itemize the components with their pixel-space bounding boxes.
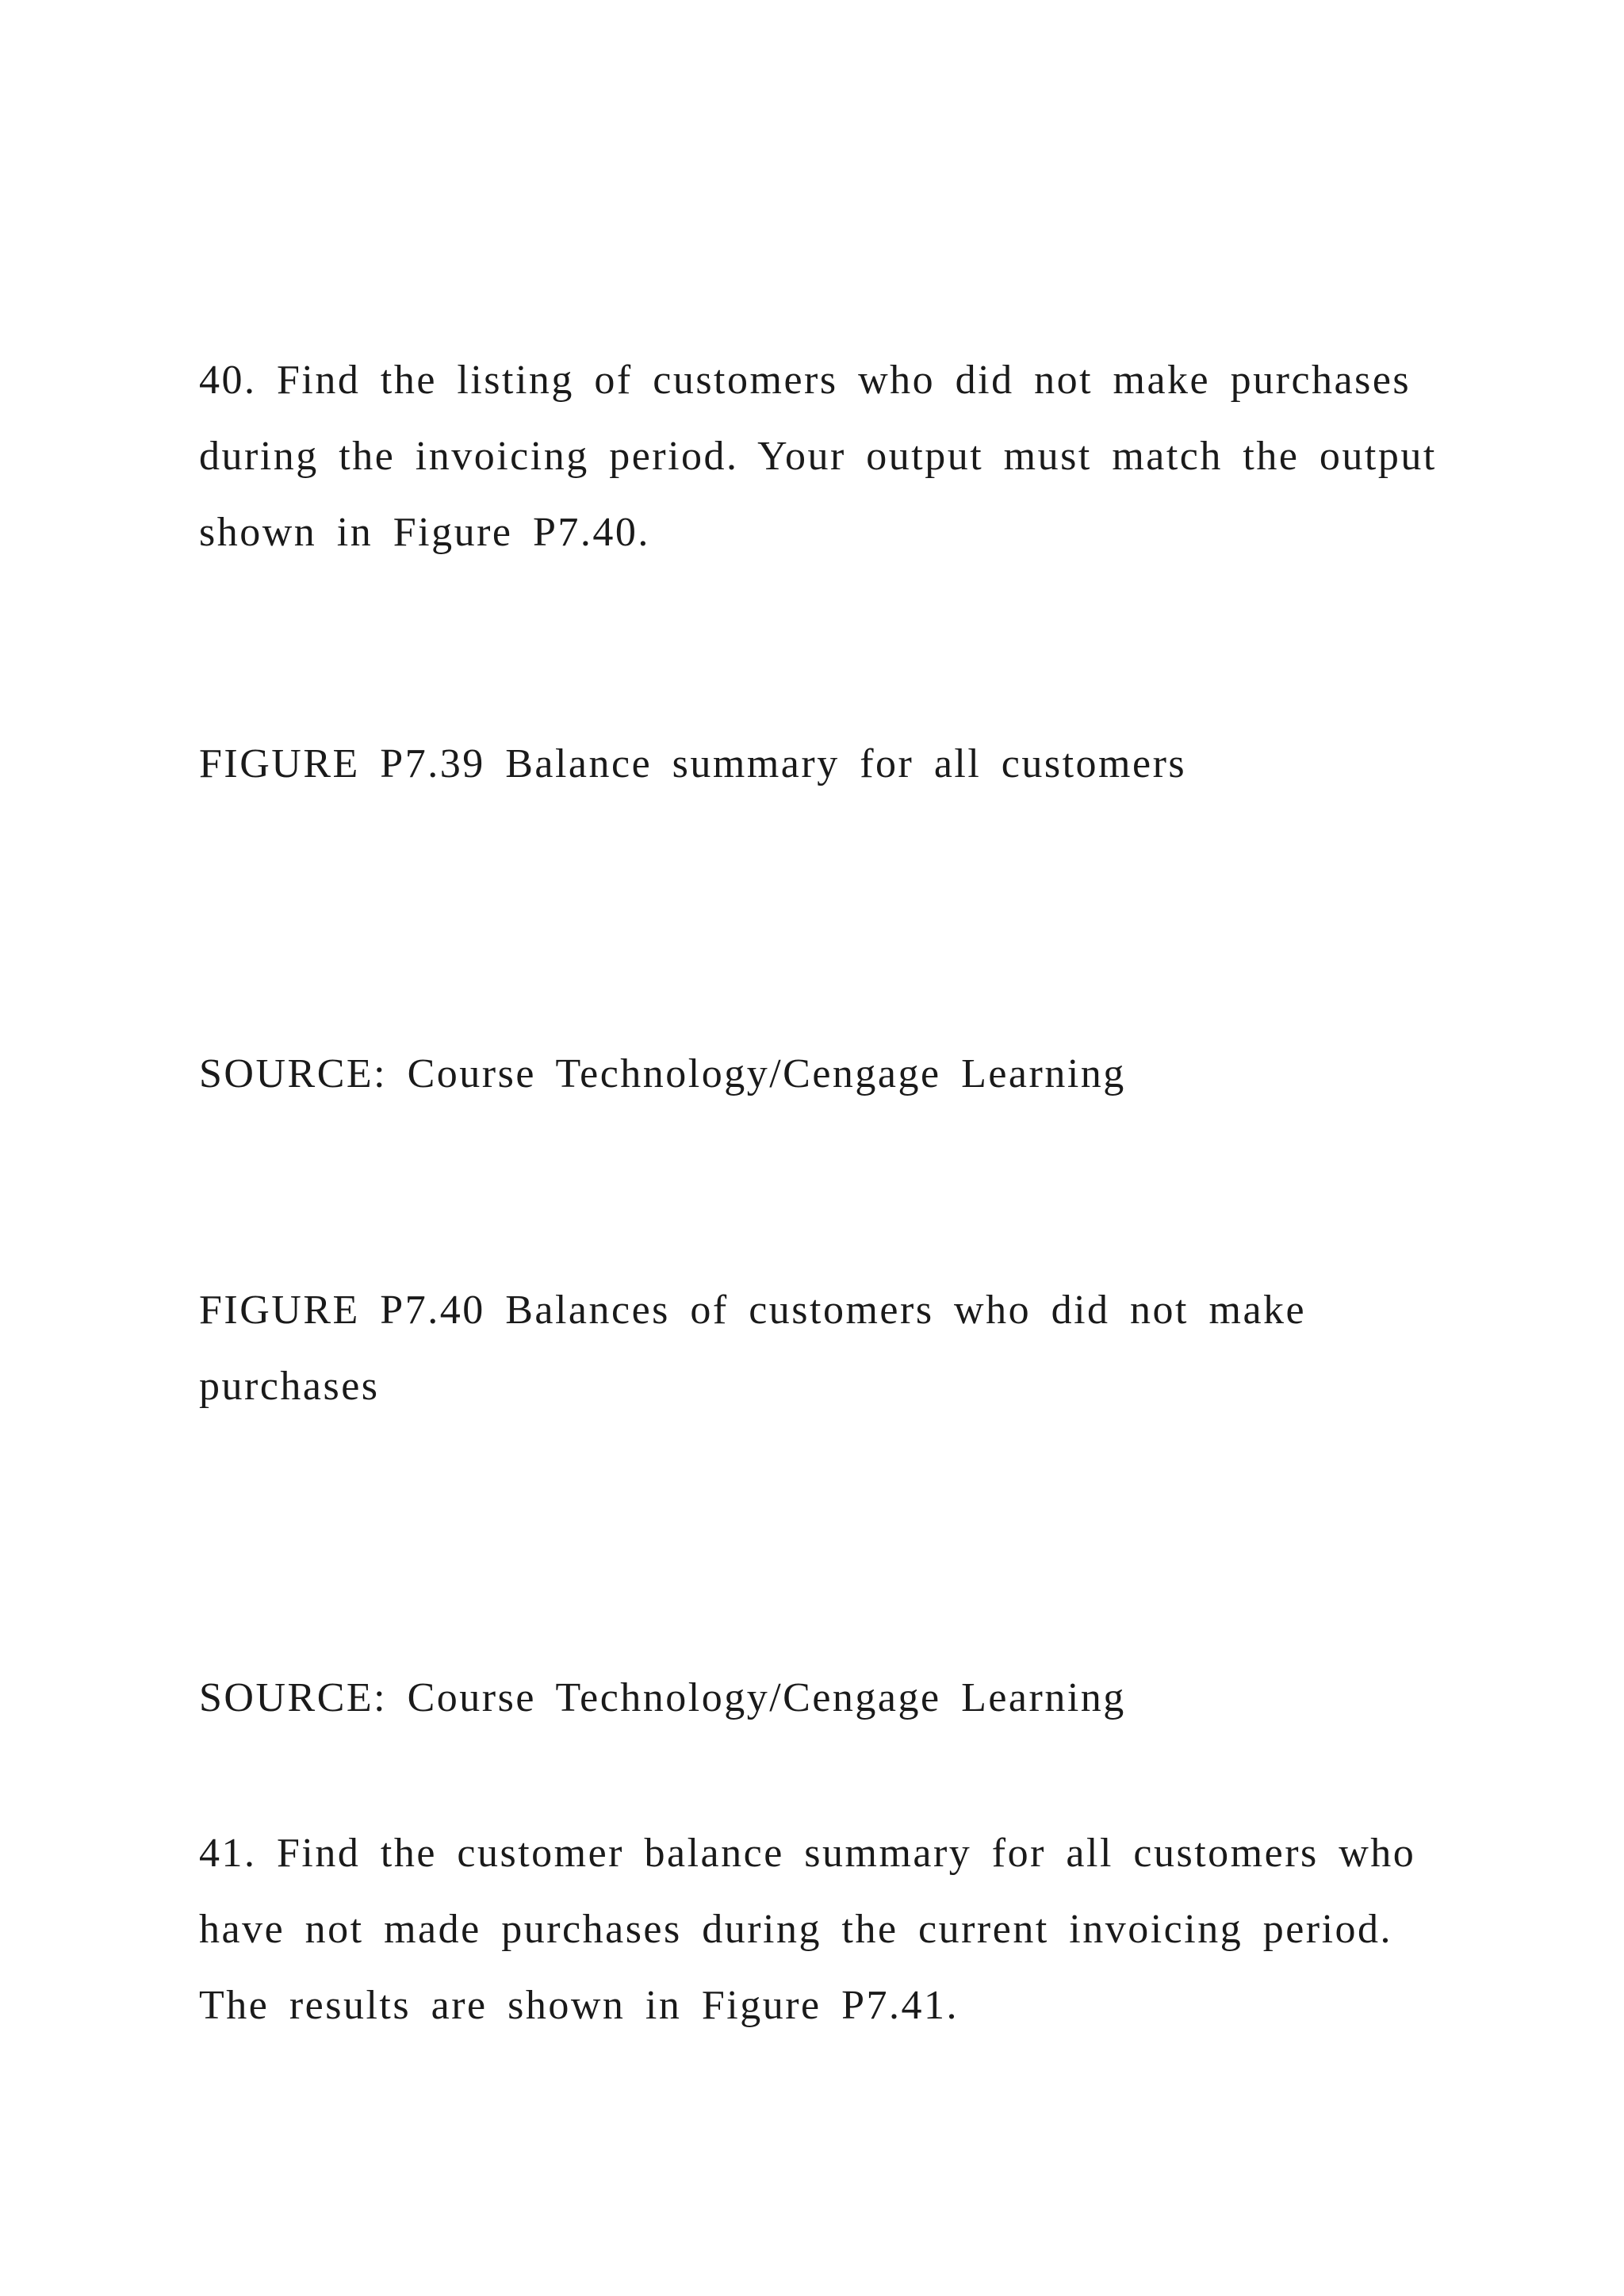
figure-p7-40-caption-line-1: FIGURE P7.40 Balances of customers who did not make — [199, 1288, 1307, 1333]
question-40-line-3: shown in Figure P7.40. — [199, 510, 650, 555]
figure-p7-39-caption — [199, 726, 1468, 802]
figure-p7-40-caption-line-2: purchases — [199, 1364, 380, 1409]
question-40-line-2: during the invoicing period. Your output must match the output — [199, 434, 1437, 479]
question-40-line-1: 40. Find the listing of customers who did not make purchases — [199, 358, 1411, 403]
question-41-line-1: 41. Find the customer balance summary for all customers who — [199, 1831, 1416, 1876]
question-41-line-2: have not made purchases during the current invoicing period. — [199, 1907, 1393, 1952]
figure-p7-40-source-text: SOURCE: Course Technology/Cengage Learning — [199, 1675, 1126, 1720]
figure-p7-39-source-text: SOURCE: Course Technology/Cengage Learning — [199, 1051, 1126, 1096]
figure-p7-40-caption — [199, 1272, 1468, 1425]
question-41-paragraph — [199, 1816, 1468, 2044]
figure-p7-39-caption-text: FIGURE P7.39 Balance summary for all customers — [199, 741, 1187, 786]
question-41-line-3: The results are shown in Figure P7.41. — [199, 1983, 959, 2028]
question-40-paragraph — [199, 342, 1468, 571]
figure-p7-39-source — [199, 1036, 1468, 1112]
figure-p7-40-source — [199, 1660, 1468, 1736]
